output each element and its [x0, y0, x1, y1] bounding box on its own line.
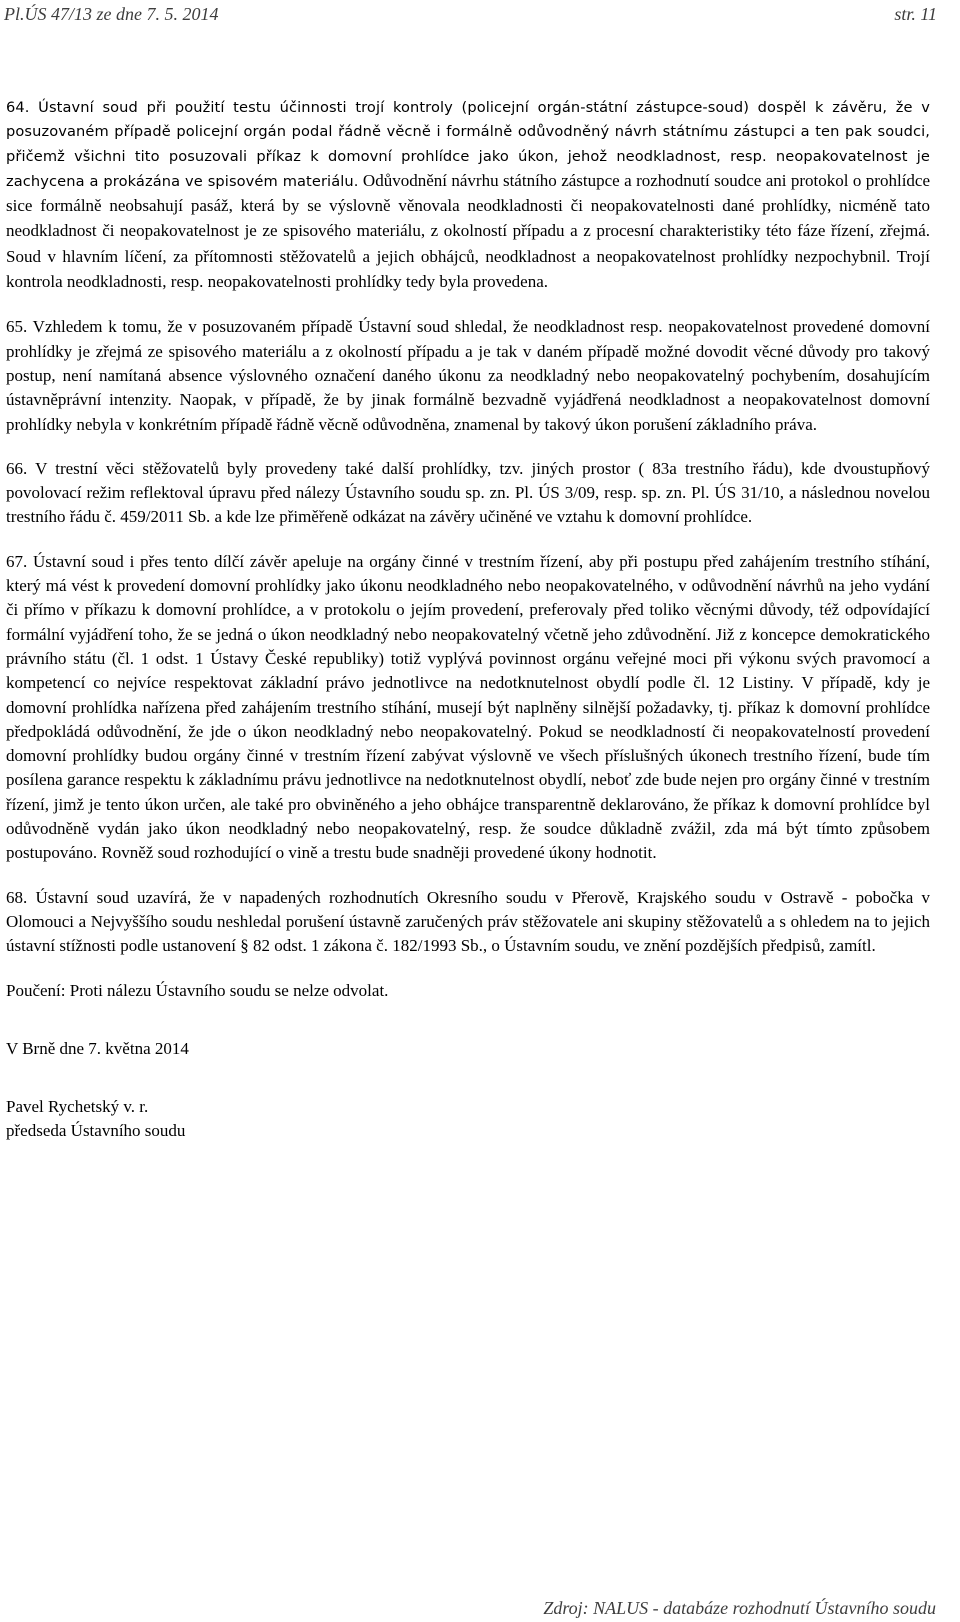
page-header: [0, 4, 960, 32]
page-number: str. 11: [894, 4, 937, 24]
document-body: [6, 96, 930, 1144]
paragraph-66: 66. V trestní věci stěžovatelů byly provedeny také další prohlídky, tzv. jiných prostor ( 83a trestního řádu), kde dvoustupňový povolovací režim reflektoval úpravu před nálezy Ústavního soudu sp. zn. Pl. ÚS 3/09, resp. sp. zn. Pl. ÚS 31/10, a následnou novelou trestního řádu č. 459/2011 Sb. a kde lze přiměřeně odkázat na závěry učiněné ve vztahu k domovní prohlídce.: [6, 458, 930, 527]
paragraph-68: 68. Ústavní soud uzavírá, že v napadených rozhodnutích Okresního soudu v Přerově, Krajského soudu v Ostravě - pobočka v Olomouci a Nejvyššího soudu neshledal porušení ústavně zaručených práv stěžovatele ani skupiny stěžovatelů a s ohledem na to jejich ústavní stížnosti podle ustanovení § 82 odst. 1 zákona č. 182/1993 Sb., o Ústavním soudu, ve znění pozdějších předpisů, zamítl.: [6, 887, 930, 956]
spacer: [6, 1003, 930, 1037]
paragraph-64-part-3: Soud v hlavním líčení, za přítomnosti stěžovatelů a jejich obhájců, neodkladnost a neopakovatelnost prohlídky nezpochybnil. Trojí kontrola neodkladnosti, resp. neopakovatelnosti prohlídky tedy byla provedena.: [6, 246, 930, 292]
paragraph-65: 65. Vzhledem k tomu, že v posuzovaném případě Ústavní soud shledal, že neodkladnost resp. neopakovatelnost provedené domovní prohlídky je zřejmá ze spisového materiálu a z okolností případu a je tak v daném případě možné dovodit věcné důvody pro takový postup, není namítaná absence výslovného označení daného úkonu za neodkladný nebo neopakovatelný pochybením, dosahujícím ústavněprávní intenzity. Naopak, v případě, že by jinak formálně bezvadně vyjádřená neodkladnost a neopakovatelnost domovní prohlídky nebyla v konkrétním případě řádně věcně odůvodněna, znamenal by takový úkon porušení základního práva.: [6, 317, 930, 434]
signer-name: Pavel Rychetský v. r.: [6, 1097, 149, 1117]
signer-role: předseda Ústavního soudu: [6, 1121, 186, 1141]
paragraph-64-part-1: 64. Ústavní soud při použití testu účinnosti trojí kontroly (policejní orgán-státní zástupce-soud) dospěl k závěru, že v posuzovaném případě policejní orgán podal řádně věcně i formálně odůvodněný návrh státnímu zástupci a ten pak soudci, přičemž všichni tito posuzovali příkaz k domovní prohlídce jako úkon, jehož neodkladnost, resp. neopakovatelnost je zachycena a prokázána ve spisovém materiálu.: [6, 99, 930, 190]
spacer: [6, 1061, 930, 1095]
appeal-instruction: Poučení: Proti nálezu Ústavního soudu se nelze odvolat.: [6, 980, 389, 1000]
case-reference: Pl.ÚS 47/13 ze dne 7. 5. 2014: [4, 4, 219, 24]
paragraph-64-part-2: Odůvodnění návrhu státního zástupce a rozhodnutí soudce ani protokol o prohlídce sice formálně neobsahují pasáž, která by se výslovně věnovala neodkladnosti či neopakovatelnosti dané prohlídky, nicméně tato neodkladnost či neopakovatelnost je ze spisového materiálu, z okolností případu a z procesní charakteristiky této fáze řízení, zřejmá.: [6, 170, 931, 241]
paragraph-64: [6, 96, 930, 295]
paragraph-67: 67. Ústavní soud i přes tento dílčí závěr apeluje na orgány činné v trestním řízení, aby při postupu před zahájením trestního stíhání, který má vést k provedení domovní prohlídky jako úkonu neodkladného nebo neopakovatelného, v odůvodnění návrhů na jeho vydání či přímo v příkazu k domovní prohlídce, a v protokolu o jejím provedení, preferovaly před toliko věcnými důvody, též odpovídající formální vyjádření toho, že se jedná o úkon neodkladný nebo neopakovatelný včetně jeho zdůvodnění. Již z koncepce demokratického právního státu (čl. 1 odst. 1 Ústavy České republiky) totiž vyplývá povinnost orgánu veřejné moci při výkonu svých pravomocí a kompetencí co nejvíce respektovat základní právo jednotlivce na nedotknutelnost obydlí podle čl. 12 Listiny. V případě, kdy je domovní prohlídka nařízena před zahájením trestního stíhání, musejí být naplněny silnější požadavky, tj. příkaz k domovní prohlídce předpokládá odůvodnění, že jde o úkon neodkladný nebo neopakovatelný. Pokud se neodkladností či neopakovatelností provedení domovní prohlídky budou orgány činné v trestním řízení zabývat výslovně ve všech příslušných úkonech trestního řízení, bude tím posílena garance respektu k základnímu právu jednotlivce na nedotknutelnost obydlí, neboť zde bude nejen pro orgány činné v trestním řízení, jimž je tento úkon určen, ale také pro obviněného a jeho obhájce transparentně deklarováno, že příkaz k domovní prohlídce byl odůvodněně vydán jako úkon neodkladný nebo neopakovatelný, resp. že soudce důkladně zvážil, zda má být tímto způsobem postupováno. Rovněž soud rozhodující o vině a trestu bude snadněji provedené úkony hodnotit.: [6, 551, 930, 863]
place-and-date: V Brně dne 7. května 2014: [6, 1038, 189, 1058]
source-footer: Zdroj: NALUS - databáze rozhodnutí Ústavního soudu: [543, 1598, 936, 1618]
